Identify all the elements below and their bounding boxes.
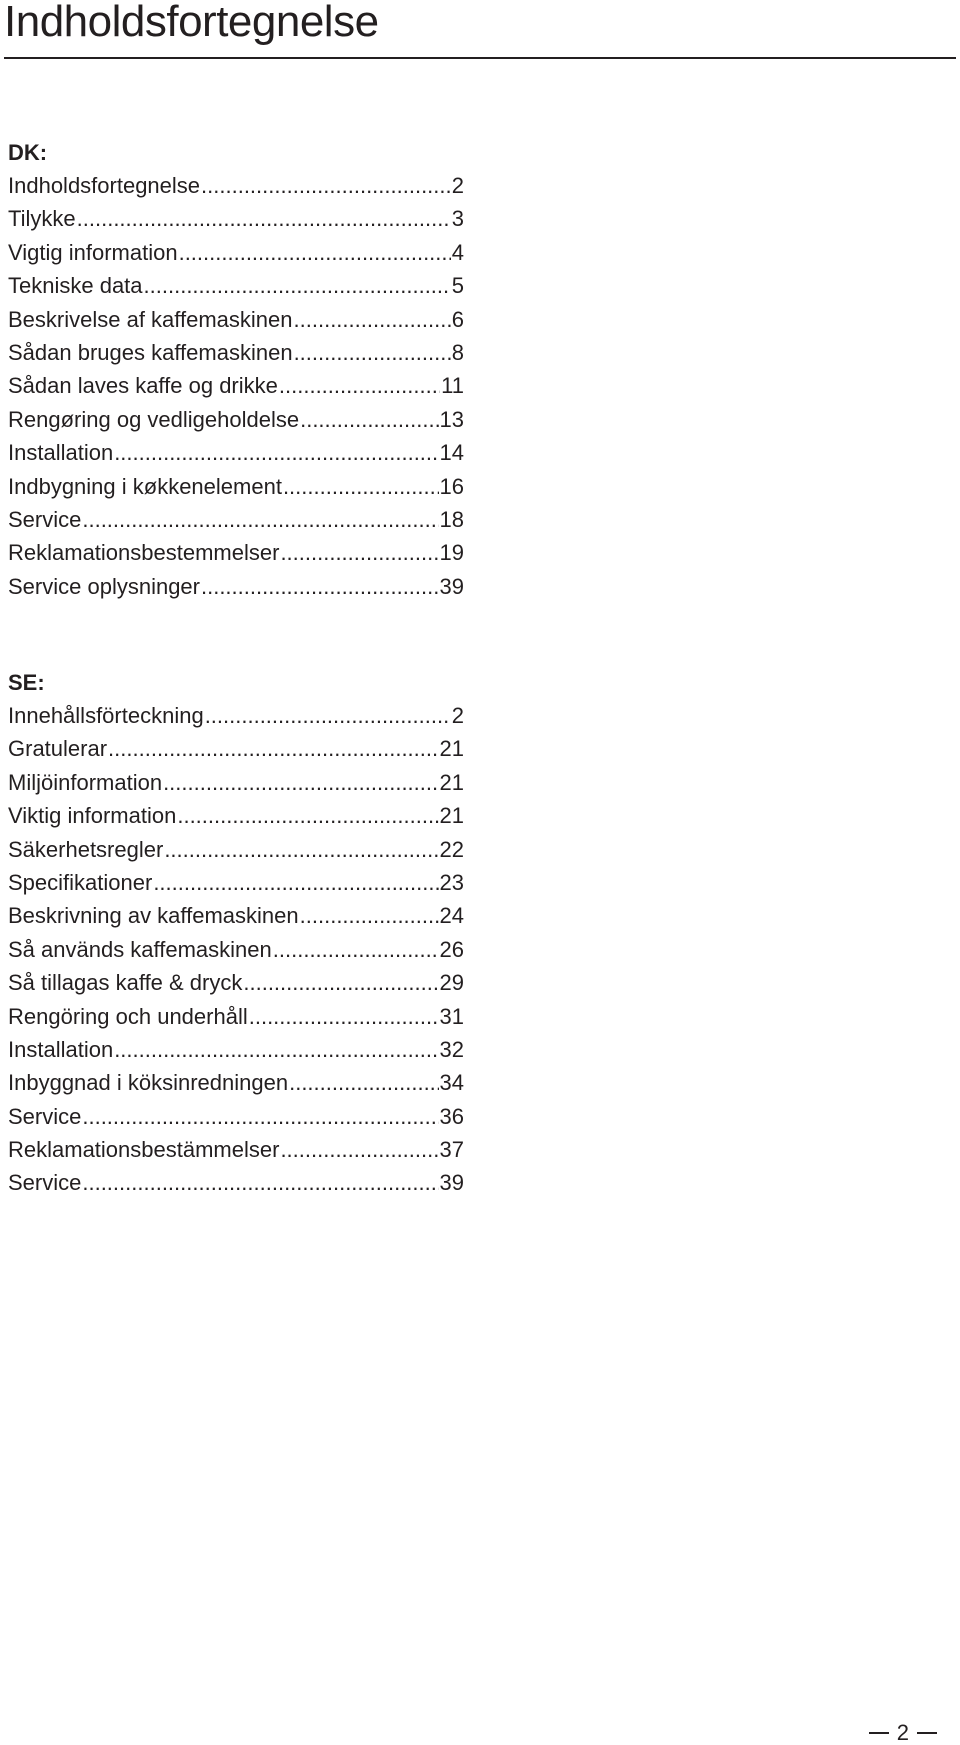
toc-entry-page: 32 (439, 1036, 464, 1062)
section-heading-se: SE: (8, 670, 45, 695)
toc-entry-page: 3 (451, 206, 464, 232)
toc-entry-page: 19 (439, 540, 464, 566)
toc-entry-label: Miljöinformation (8, 769, 163, 795)
toc-entry-label: Så används kaffemaskinen (8, 936, 272, 962)
toc-entry-page: 24 (439, 903, 464, 929)
page-title: Indholdsfortegnelse (4, 0, 379, 46)
dot-leader (280, 1133, 438, 1166)
toc-entry-label: Reklamationsbestämmelser (8, 1137, 280, 1163)
toc-entry-label: Beskrivning av kaffemaskinen (8, 903, 299, 929)
toc-entry-page: 11 (441, 373, 464, 399)
toc-entry-label: Innehållsförteckning (8, 703, 204, 728)
toc-entry[interactable] (8, 570, 464, 603)
toc-entry[interactable] (8, 169, 464, 202)
toc-entry[interactable] (8, 833, 464, 866)
toc-entry-label: Sådan bruges kaffemaskinen (8, 339, 293, 365)
toc-entry-label: Service (8, 1170, 82, 1196)
dot-leader (249, 1000, 439, 1033)
toc-entry-page: 4 (451, 239, 464, 265)
toc-entry-label: Sådan laves kaffe og drikke (8, 373, 278, 399)
dot-leader (294, 336, 451, 369)
toc-entry-page: 14 (439, 440, 464, 466)
toc-entry-label: Service (8, 506, 82, 532)
dot-leader (114, 436, 438, 469)
toc-entry[interactable] (8, 403, 464, 436)
section-heading-dk: DK: (8, 140, 48, 165)
dot-leader (179, 236, 451, 269)
dot-leader (114, 1033, 438, 1066)
dot-leader (300, 899, 439, 932)
toc-entry-page: 36 (439, 1103, 464, 1129)
toc-entry-page: 5 (451, 273, 464, 299)
dot-leader (82, 1100, 438, 1133)
dot-leader (108, 732, 438, 765)
dot-leader (205, 699, 451, 732)
toc-entry[interactable] (8, 1066, 464, 1099)
toc-entry[interactable] (8, 1033, 464, 1066)
toc-entry-page: 31 (439, 1003, 464, 1029)
toc-entry[interactable] (8, 236, 464, 269)
dash-right (917, 1732, 937, 1734)
dot-leader (300, 403, 438, 436)
toc-entry[interactable] (8, 899, 464, 932)
toc-list-se (8, 699, 464, 1200)
toc-entry[interactable] (8, 1133, 464, 1166)
toc-entry[interactable] (8, 766, 464, 799)
toc-entry[interactable] (8, 369, 464, 402)
toc-entry[interactable] (8, 1000, 464, 1033)
toc-entry-label: Service (8, 1103, 82, 1129)
toc-entry[interactable] (8, 699, 464, 732)
dot-leader (280, 536, 438, 569)
dot-leader (289, 1066, 438, 1099)
toc-entry-label: Indholdsfortegnelse (8, 173, 201, 198)
dot-leader (201, 169, 451, 202)
toc-entry-page: 2 (451, 703, 464, 728)
toc-entry-page: 8 (451, 339, 464, 365)
dot-leader (144, 269, 451, 302)
toc-entry-page: 29 (439, 970, 464, 996)
toc-entry-page: 37 (439, 1137, 464, 1163)
toc-entry-label: Specifikationer (8, 869, 153, 895)
toc-entry-label: Gratulerar (8, 736, 108, 762)
toc-entry-label: Reklamationsbestemmelser (8, 540, 280, 566)
title-divider (4, 57, 956, 59)
dot-leader (163, 766, 438, 799)
toc-entry-page: 26 (439, 936, 464, 962)
toc-entry[interactable] (8, 436, 464, 469)
toc-entry-page: 2 (451, 173, 464, 198)
toc-entry-label: Service oplysninger (8, 573, 200, 599)
dot-leader (201, 570, 439, 603)
toc-entry-label: Vigtig information (8, 239, 178, 265)
toc-entry-label: Rengöring och underhåll (8, 1003, 248, 1029)
toc-entry-page: 39 (439, 573, 464, 599)
toc-entry-label: Så tillagas kaffe & dryck (8, 970, 243, 996)
toc-entry-label: Viktig information (8, 803, 177, 829)
toc-entry[interactable] (8, 269, 464, 302)
toc-entry-label: Inbyggnad i köksinredningen (8, 1070, 289, 1096)
dot-leader (82, 1166, 438, 1199)
toc-entry-page: 39 (439, 1170, 464, 1196)
page-number (869, 1722, 937, 1744)
dot-leader (164, 833, 438, 866)
toc-entry[interactable] (8, 336, 464, 369)
dot-leader (294, 303, 451, 336)
toc-entry-label: Tekniske data (8, 273, 143, 299)
toc-entry[interactable] (8, 966, 464, 999)
toc-entry[interactable] (8, 933, 464, 966)
dash-left (869, 1732, 889, 1734)
toc-entry-page: 21 (439, 803, 464, 829)
dot-leader (77, 202, 451, 235)
dot-leader (153, 866, 438, 899)
dot-leader (279, 369, 440, 402)
toc-entry[interactable] (8, 503, 464, 536)
toc-entry[interactable] (8, 303, 464, 336)
toc-entry[interactable] (8, 470, 464, 503)
toc-entry-page: 34 (439, 1070, 464, 1096)
toc-entry-page: 16 (439, 473, 464, 499)
toc-section-se (8, 666, 464, 1200)
dot-leader (177, 799, 438, 832)
toc-entry-label: Rengøring og vedligeholdelse (8, 406, 300, 432)
page-number-value: 2 (896, 1720, 909, 1745)
toc-entry[interactable] (8, 1166, 464, 1199)
toc-entry-page: 21 (439, 769, 464, 795)
toc-list-dk (8, 169, 464, 603)
toc-entry-page: 13 (439, 406, 464, 432)
toc-entry[interactable] (8, 1100, 464, 1133)
toc-entry-page: 23 (439, 869, 464, 895)
toc-entry[interactable] (8, 202, 464, 235)
toc-entry-page: 21 (439, 736, 464, 762)
toc-entry-page: 22 (439, 836, 464, 862)
dot-leader (283, 470, 439, 503)
dot-leader (82, 503, 438, 536)
toc-entry-label: Installation (8, 440, 114, 466)
toc-entry[interactable] (8, 866, 464, 899)
toc-entry-label: Indbygning i køkkenelement (8, 473, 282, 499)
toc-entry-page: 6 (451, 306, 464, 332)
toc-entry[interactable] (8, 536, 464, 569)
dot-leader (243, 966, 438, 999)
toc-entry-label: Beskrivelse af kaffemaskinen (8, 306, 293, 332)
toc-entry-page: 18 (439, 506, 464, 532)
toc-entry-label: Installation (8, 1036, 114, 1062)
toc-entry[interactable] (8, 732, 464, 765)
dot-leader (273, 933, 439, 966)
toc-entry-label: Säkerhetsregler (8, 836, 164, 862)
toc-entry-label: Tilykke (8, 206, 76, 232)
toc-entry[interactable] (8, 799, 464, 832)
toc-section-dk (8, 136, 464, 603)
